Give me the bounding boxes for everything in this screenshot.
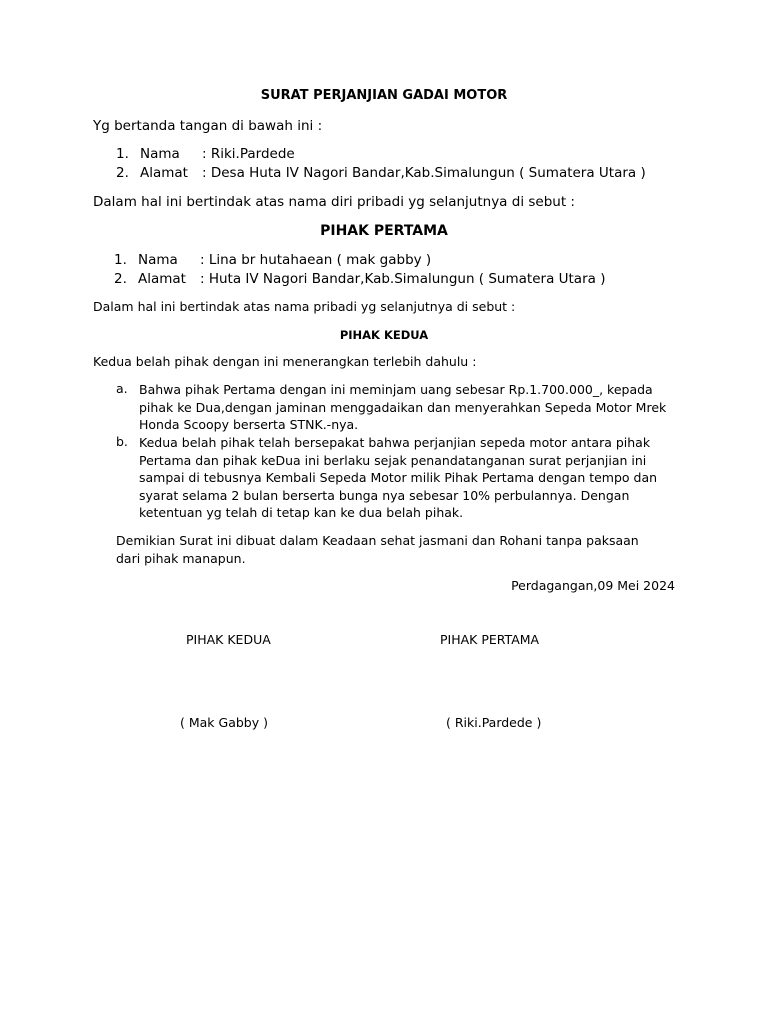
list-number: 2. (116, 165, 129, 181)
field-value: : Huta IV Nagori Bandar,Kab.Simalungun ( Sumatera Utara ) (200, 271, 606, 287)
term-text: Kedua belah pihak telah bersepakat bahwa perjanjian sepeda motor antara pihak Pertama dan pihak keDua ini berlaku sejak penandatanganan surat perjanjian ini sampai di tebusnya Kembali Sepeda Motor milik Pihak Pertama dengan tempo dan syarat selama 2 bulan berserta bunga nya sebesar 10% perbulannya. Dengan ketentuan yg telah di tetap kan ke dua belah pihak. (139, 435, 658, 521)
signature-left-name: ( Mak Gabby ) (180, 715, 268, 730)
list-number: 2. (114, 271, 127, 287)
signature-right-role: PIHAK PERTAMA (440, 632, 540, 647)
field-label: Alamat (140, 165, 188, 181)
party2-statement: Dalam hal ini bertindak atas nama pribadi yg selanjutnya di sebut : (93, 299, 516, 314)
party1-address-row (116, 165, 676, 183)
document-title: SURAT PERJANJIAN GADAI MOTOR (260, 88, 508, 103)
term-marker: a. (116, 381, 128, 396)
intro-text: Yg bertanda tangan di bawah ini : (93, 118, 323, 134)
list-number: 1. (114, 252, 127, 268)
field-label: Nama (138, 252, 178, 268)
party1-statement: Dalam hal ini bertindak atas nama diri pribadi yg selanjutnya di sebut : (93, 194, 575, 210)
party1-role-heading: PIHAK PERTAMA (320, 223, 448, 239)
term-text: Bahwa pihak Pertama dengan ini meminjam uang sebesar Rp.1.700.000_, kepada pihak ke Dua,dengan jaminan menggadaikan dan menyerahkan Sepeda Motor Mrek Honda Scoopy berserta STNK.-nya. (139, 382, 667, 433)
signature-right-name: ( Riki.Pardede ) (446, 715, 542, 730)
party2-name-row (114, 252, 674, 270)
field-value: : Riki.Pardede (202, 146, 295, 162)
party2-address-row (114, 271, 674, 289)
list-number: 1. (116, 146, 129, 162)
term-marker: b. (116, 434, 128, 449)
field-label: Nama (140, 146, 180, 162)
field-value: : Desa Huta IV Nagori Bandar,Kab.Simalungun ( Sumatera Utara ) (202, 165, 646, 181)
closing-paragraph: Demikian Surat ini dibuat dalam Keadaan sehat jasmani dan Rohani tanpa paksaan dari pihak manapun. (116, 533, 639, 566)
place-date: Perdagangan,09 Mei 2024 (511, 578, 675, 593)
signature-left-role: PIHAK KEDUA (186, 632, 271, 647)
party1-name-row (116, 146, 676, 164)
field-label: Alamat (138, 271, 186, 287)
party2-role-heading: PIHAK KEDUA (339, 328, 429, 342)
field-value: : Lina br hutahaean ( mak gabby ) (200, 252, 432, 268)
terms-intro: Kedua belah pihak dengan ini menerangkan terlebih dahulu : (93, 354, 477, 369)
